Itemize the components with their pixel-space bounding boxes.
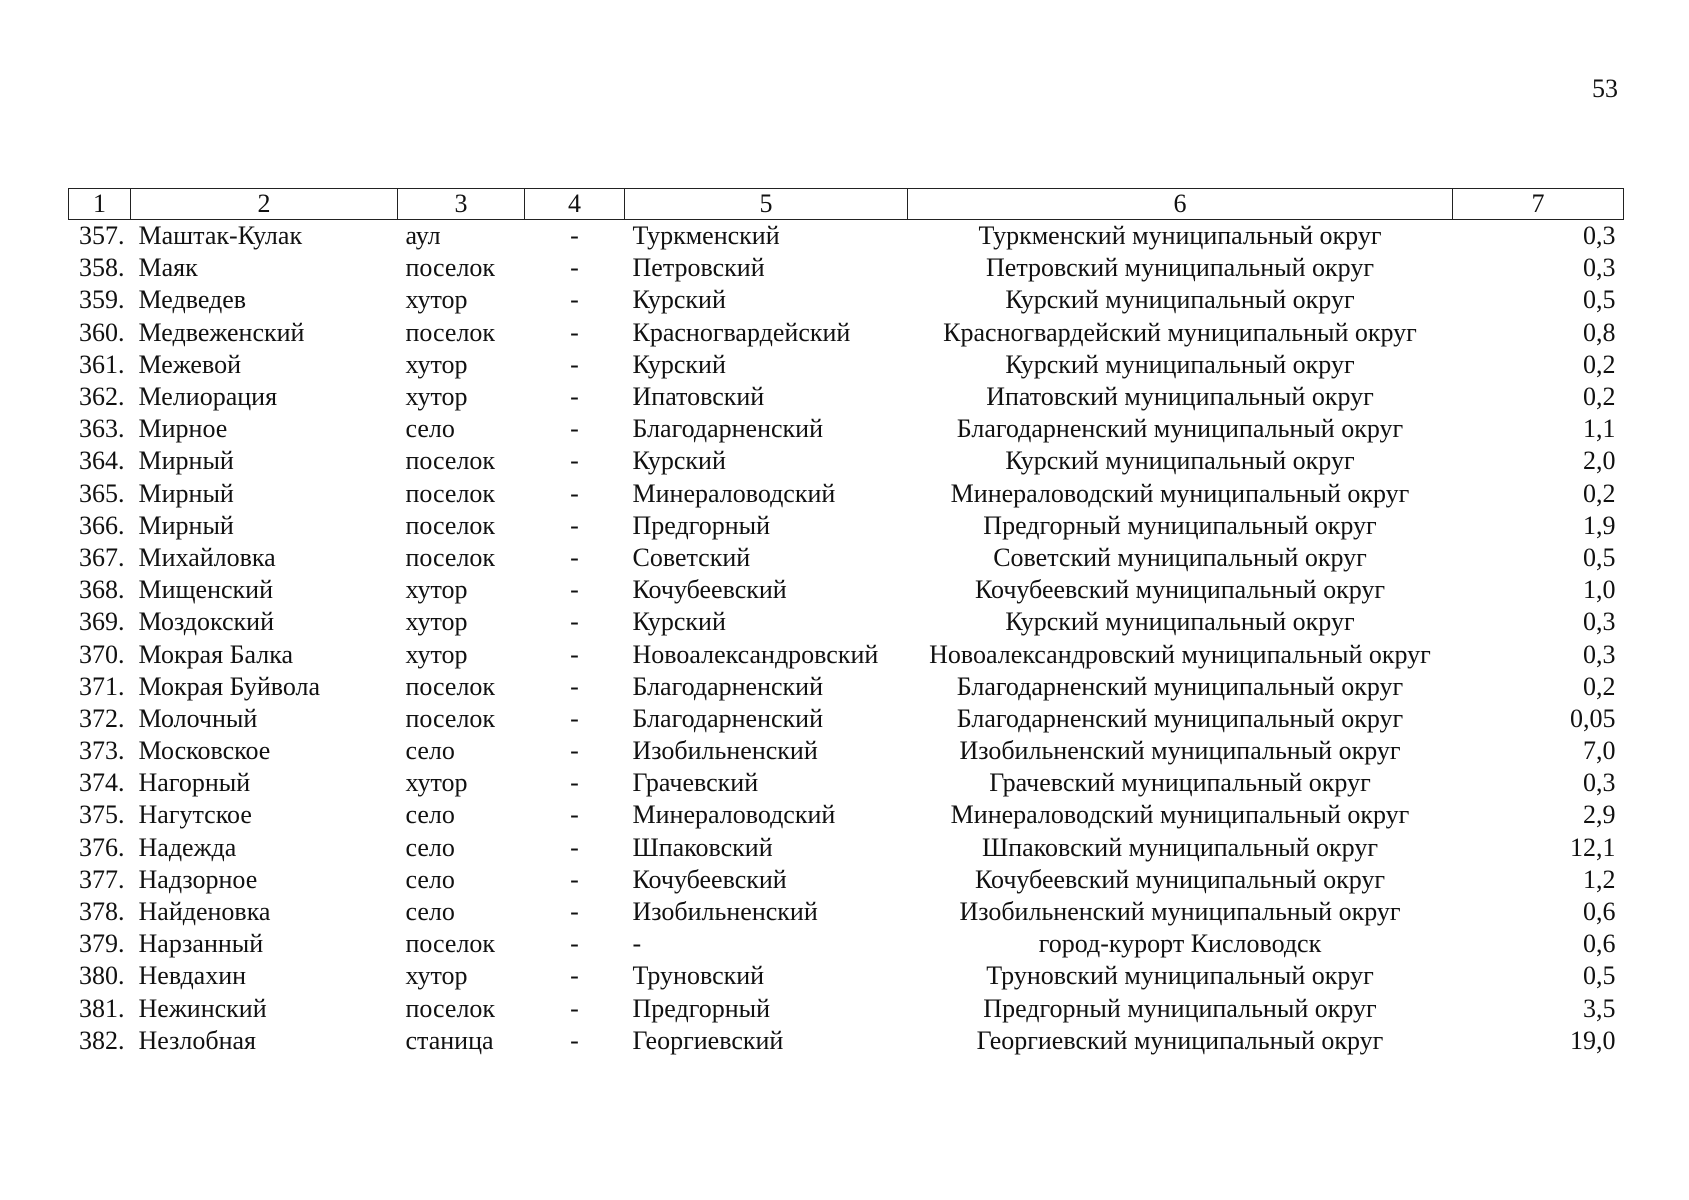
- column-4-value: -: [570, 510, 579, 540]
- column-4-value: -: [570, 446, 579, 476]
- settlement-name: Нежинский: [138, 993, 267, 1023]
- settlement-name: Мокрая Балка: [138, 639, 294, 669]
- value-cell: 3,5: [1583, 993, 1616, 1023]
- table-row: [69, 799, 1624, 831]
- district-name: Курский: [632, 446, 726, 476]
- table-row: [69, 413, 1624, 445]
- row-number: 357.: [79, 221, 125, 251]
- column-4-value: -: [570, 253, 579, 283]
- okrug-name: Туркменский муниципальный округ: [978, 221, 1382, 251]
- settlement-name: Медведев: [138, 285, 247, 315]
- settlement-type: поселок: [405, 671, 496, 701]
- okrug-name: Минераловодский муниципальный округ: [950, 800, 1410, 830]
- value-cell: 0,05: [1570, 703, 1616, 733]
- settlement-type: аул: [405, 221, 441, 251]
- settlement-name: Моздокский: [138, 607, 274, 637]
- district-name: Курский: [632, 349, 726, 379]
- value-cell: 2,9: [1583, 800, 1616, 830]
- settlement-type: станица: [405, 1025, 494, 1055]
- header-col-1: 1: [69, 189, 131, 220]
- district-name: Благодарненский: [632, 671, 824, 701]
- settlement-name: Мирный: [138, 478, 234, 508]
- column-4-value: -: [570, 961, 579, 991]
- row-number: 360.: [79, 317, 125, 347]
- header-col-6: 6: [908, 189, 1453, 220]
- district-name: Предгорный: [632, 510, 771, 540]
- okrug-name: Благодарненский муниципальный округ: [956, 414, 1404, 444]
- settlement-name: Михайловка: [138, 542, 276, 572]
- table-row: [69, 542, 1624, 574]
- row-number: 374.: [79, 768, 125, 798]
- table-row: [69, 735, 1624, 767]
- header-col-3: 3: [398, 189, 525, 220]
- table-row: [69, 574, 1624, 606]
- settlement-type: поселок: [405, 542, 496, 572]
- value-cell: 0,2: [1583, 671, 1616, 701]
- row-number: 368.: [79, 575, 125, 605]
- column-4-value: -: [570, 736, 579, 766]
- district-name: Изобильненский: [632, 736, 818, 766]
- settlement-type: хутор: [405, 768, 468, 798]
- district-name: Минераловодский: [632, 478, 836, 508]
- settlement-name: Мокрая Буйвола: [138, 671, 321, 701]
- district-name: Грачевский: [632, 768, 759, 798]
- settlement-name: Невдахин: [138, 961, 247, 991]
- column-4-value: -: [570, 382, 579, 412]
- table-row: [69, 1025, 1624, 1057]
- settlement-type: поселок: [405, 253, 496, 283]
- settlement-name: Мищенский: [138, 575, 274, 605]
- district-name: Благодарненский: [632, 414, 824, 444]
- okrug-name: Кочубеевский муниципальный округ: [974, 864, 1386, 894]
- header-col-4: 4: [525, 189, 625, 220]
- settlement-type: село: [405, 832, 455, 862]
- okrug-name: Курский муниципальный округ: [1005, 607, 1355, 637]
- settlement-name: Медвеженский: [138, 317, 305, 347]
- district-name: Минераловодский: [632, 800, 836, 830]
- value-cell: 2,0: [1583, 446, 1616, 476]
- row-number: 380.: [79, 961, 125, 991]
- district-name: -: [632, 929, 642, 959]
- settlement-name: Мирный: [138, 446, 234, 476]
- row-number: 365.: [79, 478, 125, 508]
- district-name: Благодарненский: [632, 703, 824, 733]
- district-name: Новоалександровский: [632, 639, 879, 669]
- settlement-name: Незлобная: [138, 1025, 257, 1055]
- column-4-value: -: [570, 414, 579, 444]
- table-row: [69, 703, 1624, 735]
- settlement-type: поселок: [405, 993, 496, 1023]
- row-number: 375.: [79, 800, 125, 830]
- okrug-name: Предгорный муниципальный округ: [983, 510, 1377, 540]
- table-row: [69, 317, 1624, 349]
- value-cell: 0,6: [1583, 897, 1616, 927]
- column-4-value: -: [570, 349, 579, 379]
- okrug-name: Благодарненский муниципальный округ: [956, 671, 1404, 701]
- table-row: [69, 284, 1624, 316]
- header-col-2: 2: [131, 189, 398, 220]
- district-name: Кочубеевский: [632, 575, 787, 605]
- district-name: Петровский: [632, 253, 765, 283]
- value-cell: 0,5: [1583, 542, 1616, 572]
- district-name: Советский: [632, 542, 751, 572]
- value-cell: 0,2: [1583, 349, 1616, 379]
- row-number: 370.: [79, 639, 125, 669]
- okrug-name: Шпаковский муниципальный округ: [982, 832, 1378, 862]
- district-name: Курский: [632, 285, 726, 315]
- row-number: 364.: [79, 446, 125, 476]
- settlement-name: Мелиорация: [138, 382, 278, 412]
- okrug-name: Курский муниципальный округ: [1005, 349, 1355, 379]
- settlement-type: поселок: [405, 446, 496, 476]
- settlement-type: хутор: [405, 639, 468, 669]
- column-4-value: -: [570, 768, 579, 798]
- row-number: 367.: [79, 542, 125, 572]
- okrug-name: Грачевский муниципальный округ: [989, 768, 1371, 798]
- table-row: [69, 220, 1624, 253]
- value-cell: 1,1: [1583, 414, 1616, 444]
- table-row: [69, 767, 1624, 799]
- value-cell: 0,5: [1583, 961, 1616, 991]
- column-4-value: -: [570, 703, 579, 733]
- district-name: Красногвардейский: [632, 317, 851, 347]
- value-cell: 1,2: [1583, 864, 1616, 894]
- okrug-name: Изобильненский муниципальный округ: [959, 897, 1401, 927]
- settlement-type: хутор: [405, 961, 468, 991]
- value-cell: 1,9: [1583, 510, 1616, 540]
- value-cell: 19,0: [1570, 1025, 1616, 1055]
- settlement-name: Найденовка: [138, 897, 271, 927]
- row-number: 371.: [79, 671, 125, 701]
- settlement-type: поселок: [405, 317, 496, 347]
- table-row: [69, 606, 1624, 638]
- column-4-value: -: [570, 639, 579, 669]
- okrug-name: Советский муниципальный округ: [993, 542, 1367, 572]
- column-4-value: -: [570, 671, 579, 701]
- header-col-7: 7: [1453, 189, 1624, 220]
- value-cell: 0,3: [1583, 221, 1616, 251]
- okrug-name: Кочубеевский муниципальный округ: [974, 575, 1386, 605]
- column-4-value: -: [570, 285, 579, 315]
- table-row: [69, 960, 1624, 992]
- okrug-name: Предгорный муниципальный округ: [983, 993, 1377, 1023]
- column-4-value: -: [570, 542, 579, 572]
- okrug-name: город-курорт Кисловодск: [1038, 929, 1322, 959]
- district-name: Труновский: [632, 961, 765, 991]
- settlement-type: хутор: [405, 285, 468, 315]
- table-row: [69, 381, 1624, 413]
- column-4-value: -: [570, 607, 579, 637]
- column-4-value: -: [570, 1025, 579, 1055]
- column-4-value: -: [570, 929, 579, 959]
- settlement-type: село: [405, 897, 455, 927]
- column-4-value: -: [570, 221, 579, 251]
- okrug-name: Петровский муниципальный округ: [986, 253, 1374, 283]
- row-number: 359.: [79, 285, 125, 315]
- okrug-name: Красногвардейский муниципальный округ: [943, 317, 1417, 347]
- settlement-name: Мирный: [138, 510, 234, 540]
- table-row: [69, 445, 1624, 477]
- row-number: 361.: [79, 349, 125, 379]
- header-col-5: 5: [625, 189, 908, 220]
- row-number: 372.: [79, 703, 125, 733]
- column-4-value: -: [570, 864, 579, 894]
- okrug-name: Ипатовский муниципальный округ: [986, 382, 1374, 412]
- district-name: Изобильненский: [632, 897, 818, 927]
- value-cell: 0,3: [1583, 253, 1616, 283]
- settlement-type: поселок: [405, 929, 496, 959]
- table-row: [69, 252, 1624, 284]
- okrug-name: Георгиевский муниципальный округ: [976, 1025, 1384, 1055]
- settlement-type: поселок: [405, 478, 496, 508]
- settlement-name: Надзорное: [138, 864, 258, 894]
- settlement-name: Мирное: [138, 414, 228, 444]
- table-row: [69, 671, 1624, 703]
- table-row: [69, 928, 1624, 960]
- settlement-type: хутор: [405, 349, 468, 379]
- settlement-type: поселок: [405, 703, 496, 733]
- settlement-name: Межевой: [138, 349, 241, 379]
- value-cell: 12,1: [1570, 832, 1616, 862]
- district-name: Георгиевский: [632, 1025, 784, 1055]
- table-header-row: [69, 189, 1624, 220]
- district-name: Шпаковский: [632, 832, 773, 862]
- table-body: [69, 220, 1624, 1057]
- value-cell: 0,3: [1583, 639, 1616, 669]
- row-number: 381.: [79, 993, 125, 1023]
- district-name: Туркменский: [632, 221, 780, 251]
- column-4-value: -: [570, 832, 579, 862]
- table-row: [69, 638, 1624, 670]
- table-row: [69, 993, 1624, 1025]
- settlement-name: Маяк: [138, 253, 198, 283]
- value-cell: 0,3: [1583, 607, 1616, 637]
- table-row: [69, 896, 1624, 928]
- district-name: Ипатовский: [632, 382, 765, 412]
- table-row: [69, 864, 1624, 896]
- row-number: 377.: [79, 864, 125, 894]
- okrug-name: Курский муниципальный округ: [1005, 446, 1355, 476]
- settlement-name: Московское: [138, 736, 271, 766]
- row-number: 369.: [79, 607, 125, 637]
- value-cell: 7,0: [1583, 736, 1616, 766]
- settlement-type: село: [405, 736, 455, 766]
- row-number: 362.: [79, 382, 125, 412]
- okrug-name: Новоалександровский муниципальный округ: [929, 639, 1431, 669]
- settlement-name: Надежда: [138, 832, 237, 862]
- row-number: 366.: [79, 510, 125, 540]
- district-name: Курский: [632, 607, 726, 637]
- district-name: Предгорный: [632, 993, 771, 1023]
- okrug-name: Изобильненский муниципальный округ: [959, 736, 1401, 766]
- settlement-name: Маштак-Кулак: [138, 221, 303, 251]
- okrug-name: Минераловодский муниципальный округ: [950, 478, 1410, 508]
- row-number: 373.: [79, 736, 125, 766]
- column-4-value: -: [570, 478, 579, 508]
- settlement-type: село: [405, 414, 455, 444]
- settlement-type: село: [405, 800, 455, 830]
- table-row: [69, 832, 1624, 864]
- settlement-name: Молочный: [138, 703, 258, 733]
- settlement-type: хутор: [405, 382, 468, 412]
- row-number: 376.: [79, 832, 125, 862]
- settlement-name: Нагутское: [138, 800, 252, 830]
- settlement-type: хутор: [405, 575, 468, 605]
- value-cell: 0,8: [1583, 317, 1616, 347]
- okrug-name: Благодарненский муниципальный округ: [956, 703, 1404, 733]
- value-cell: 0,2: [1583, 382, 1616, 412]
- value-cell: 0,2: [1583, 478, 1616, 508]
- settlement-type: поселок: [405, 510, 496, 540]
- table-row: [69, 349, 1624, 381]
- settlement-type: село: [405, 864, 455, 894]
- value-cell: 1,0: [1583, 575, 1616, 605]
- table-row: [69, 478, 1624, 510]
- district-name: Кочубеевский: [632, 864, 787, 894]
- row-number: 382.: [79, 1025, 125, 1055]
- okrug-name: Труновский муниципальный округ: [986, 961, 1374, 991]
- value-cell: 0,5: [1583, 285, 1616, 315]
- row-number: 363.: [79, 414, 125, 444]
- row-number: 358.: [79, 253, 125, 283]
- settlement-name: Нагорный: [138, 768, 251, 798]
- value-cell: 0,3: [1583, 768, 1616, 798]
- settlement-type: хутор: [405, 607, 468, 637]
- column-4-value: -: [570, 897, 579, 927]
- okrug-name: Курский муниципальный округ: [1005, 285, 1355, 315]
- column-4-value: -: [570, 800, 579, 830]
- page-number: 53: [1592, 74, 1618, 103]
- settlements-table: [68, 188, 1624, 1057]
- column-4-value: -: [570, 993, 579, 1023]
- column-4-value: -: [570, 575, 579, 605]
- table-row: [69, 510, 1624, 542]
- column-4-value: -: [570, 317, 579, 347]
- settlement-name: Нарзанный: [138, 929, 264, 959]
- row-number: 378.: [79, 897, 125, 927]
- value-cell: 0,6: [1583, 929, 1616, 959]
- row-number: 379.: [79, 929, 125, 959]
